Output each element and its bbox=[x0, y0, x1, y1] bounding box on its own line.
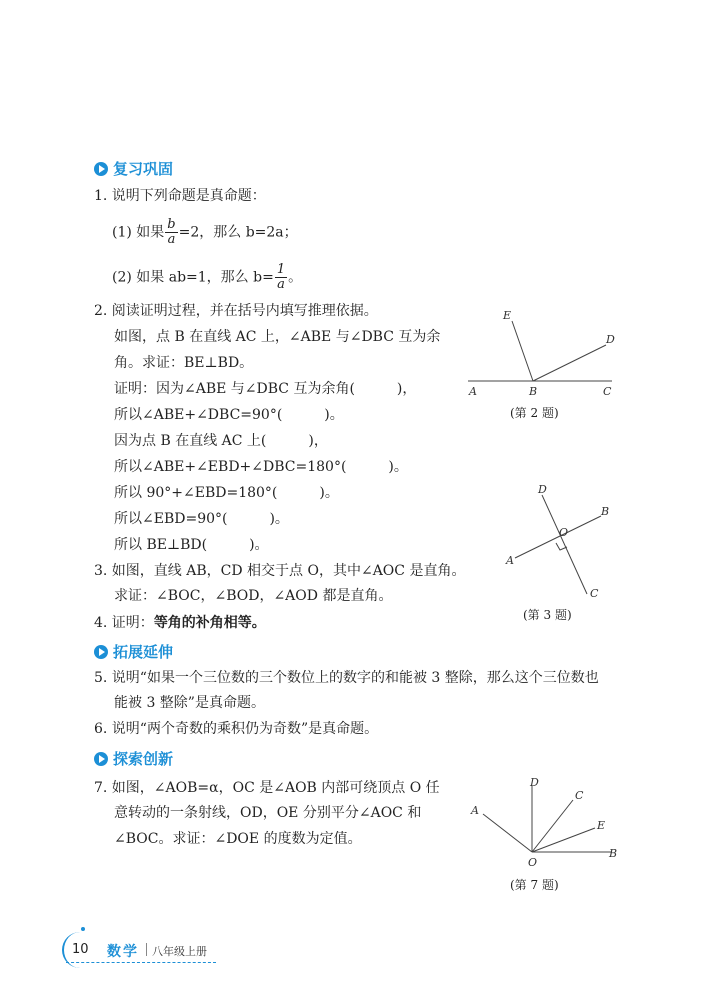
figure-question-7 bbox=[465, 772, 625, 872]
footer-dot bbox=[81, 927, 85, 931]
label-d: D bbox=[538, 483, 547, 496]
part-prefix: (2) 如果 ab=1，那么 b= bbox=[112, 269, 274, 286]
label-b: B bbox=[601, 505, 610, 518]
footer-divider bbox=[146, 943, 147, 956]
question-7-line: 意转动的一条射线，OD，OE 分别平分∠AOC 和 bbox=[114, 805, 422, 821]
ray-be bbox=[512, 321, 533, 381]
footer-grade: 八年级上册 bbox=[152, 945, 207, 958]
question-2-line: 因为点 B 在直线 AC 上( )， bbox=[114, 433, 328, 449]
label-d: D bbox=[606, 333, 615, 346]
section-review-header bbox=[94, 158, 173, 179]
section-title: 探索创新 bbox=[113, 750, 174, 768]
question-1-part-1 bbox=[112, 218, 298, 247]
label-a: A bbox=[506, 554, 514, 567]
section-extend-header bbox=[94, 641, 173, 662]
ray-bd bbox=[533, 345, 606, 381]
question-4-statement: 等角的补角相等。 bbox=[153, 615, 266, 631]
label-c: C bbox=[603, 385, 612, 398]
figure-2-caption: (第 2 题) bbox=[510, 406, 559, 420]
question-4-prefix: 4. 证明： bbox=[94, 615, 154, 631]
question-2-line: 证明：因为∠ABE 与∠DBC 互为余角( )， bbox=[114, 381, 417, 397]
question-2-line: 如图，点 B 在直线 AC 上，∠ABE 与∠DBC 互为余 bbox=[114, 329, 441, 345]
figure-question-3 bbox=[495, 478, 625, 603]
question-7-line: ∠BOC。求证：∠DOE 的度数为定值。 bbox=[114, 831, 362, 847]
line-ab bbox=[515, 516, 601, 558]
label-b: B bbox=[529, 385, 538, 398]
question-1-stem: 1. 说明下列命题是真命题： bbox=[94, 188, 266, 204]
question-7-line: 7. 如图，∠AOB=α，OC 是∠AOB 内部可绕顶点 O 任 bbox=[94, 780, 440, 796]
fraction bbox=[165, 218, 177, 247]
question-5-line: 5. 说明“如果一个三位数的三个数位上的数字的和能被 3 整除，那么这个三位数也 bbox=[94, 670, 599, 686]
question-3-line: 3. 如图，直线 AB，CD 相交于点 O，其中∠AOC 是直角。 bbox=[94, 563, 466, 579]
line-dc bbox=[542, 495, 587, 594]
footer-underline bbox=[66, 962, 216, 963]
question-6-line: 6. 说明“两个奇数的乘积仍为奇数”是真命题。 bbox=[94, 721, 379, 737]
part-suffix: 。 bbox=[288, 269, 303, 286]
fraction-numerator: 1 bbox=[276, 262, 286, 277]
label-b: B bbox=[609, 847, 618, 860]
label-o: O bbox=[559, 526, 569, 539]
question-3-line: 求证：∠BOC，∠BOD，∠AOD 都是直角。 bbox=[114, 588, 393, 604]
question-2-line: 所以 90°+∠EBD=180°( )。 bbox=[114, 485, 339, 501]
question-4 bbox=[94, 613, 266, 633]
fraction-numerator: b bbox=[167, 217, 176, 232]
footer-subject: 数学 bbox=[107, 944, 139, 960]
section-title: 拓展延伸 bbox=[113, 643, 174, 661]
figure-3-caption: (第 3 题) bbox=[523, 608, 572, 622]
fraction bbox=[275, 263, 287, 292]
part-prefix: (1) 如果 bbox=[112, 224, 165, 241]
label-c: C bbox=[590, 587, 599, 600]
label-a: A bbox=[469, 385, 477, 398]
question-2-stem: 2. 阅读证明过程，并在括号内填写推理依据。 bbox=[94, 303, 378, 319]
fraction-denominator: a bbox=[167, 232, 176, 247]
page-number: 10 bbox=[72, 942, 89, 957]
section-explore-header bbox=[94, 748, 173, 769]
question-2-line: 所以∠ABE+∠EBD+∠DBC=180°( )。 bbox=[114, 459, 408, 475]
label-e: E bbox=[503, 309, 512, 322]
label-a: A bbox=[471, 804, 479, 817]
label-c: C bbox=[575, 789, 584, 802]
label-o: O bbox=[528, 856, 538, 869]
question-2-line: 所以∠ABE+∠DBC=90°( )。 bbox=[114, 407, 344, 423]
play-icon bbox=[94, 162, 108, 176]
ray-oa bbox=[483, 814, 532, 852]
play-icon bbox=[94, 645, 108, 659]
section-title: 复习巩固 bbox=[113, 160, 174, 178]
part-suffix: =2，那么 b=2a； bbox=[178, 224, 298, 241]
label-e: E bbox=[597, 819, 606, 832]
label-d: D bbox=[530, 776, 539, 789]
question-2-line: 所以∠EBD=90°( )。 bbox=[114, 511, 289, 527]
play-icon bbox=[94, 752, 108, 766]
question-2-line: 所以 BE⊥BD( )。 bbox=[114, 537, 269, 553]
question-1-part-2 bbox=[112, 263, 302, 292]
figure-7-caption: (第 7 题) bbox=[510, 878, 559, 892]
figure-question-2 bbox=[460, 305, 630, 400]
question-2-line: 角。求证：BE⊥BD。 bbox=[114, 355, 254, 371]
fraction-denominator: a bbox=[277, 277, 285, 292]
question-5-line: 能被 3 整除”是真命题。 bbox=[114, 695, 265, 711]
